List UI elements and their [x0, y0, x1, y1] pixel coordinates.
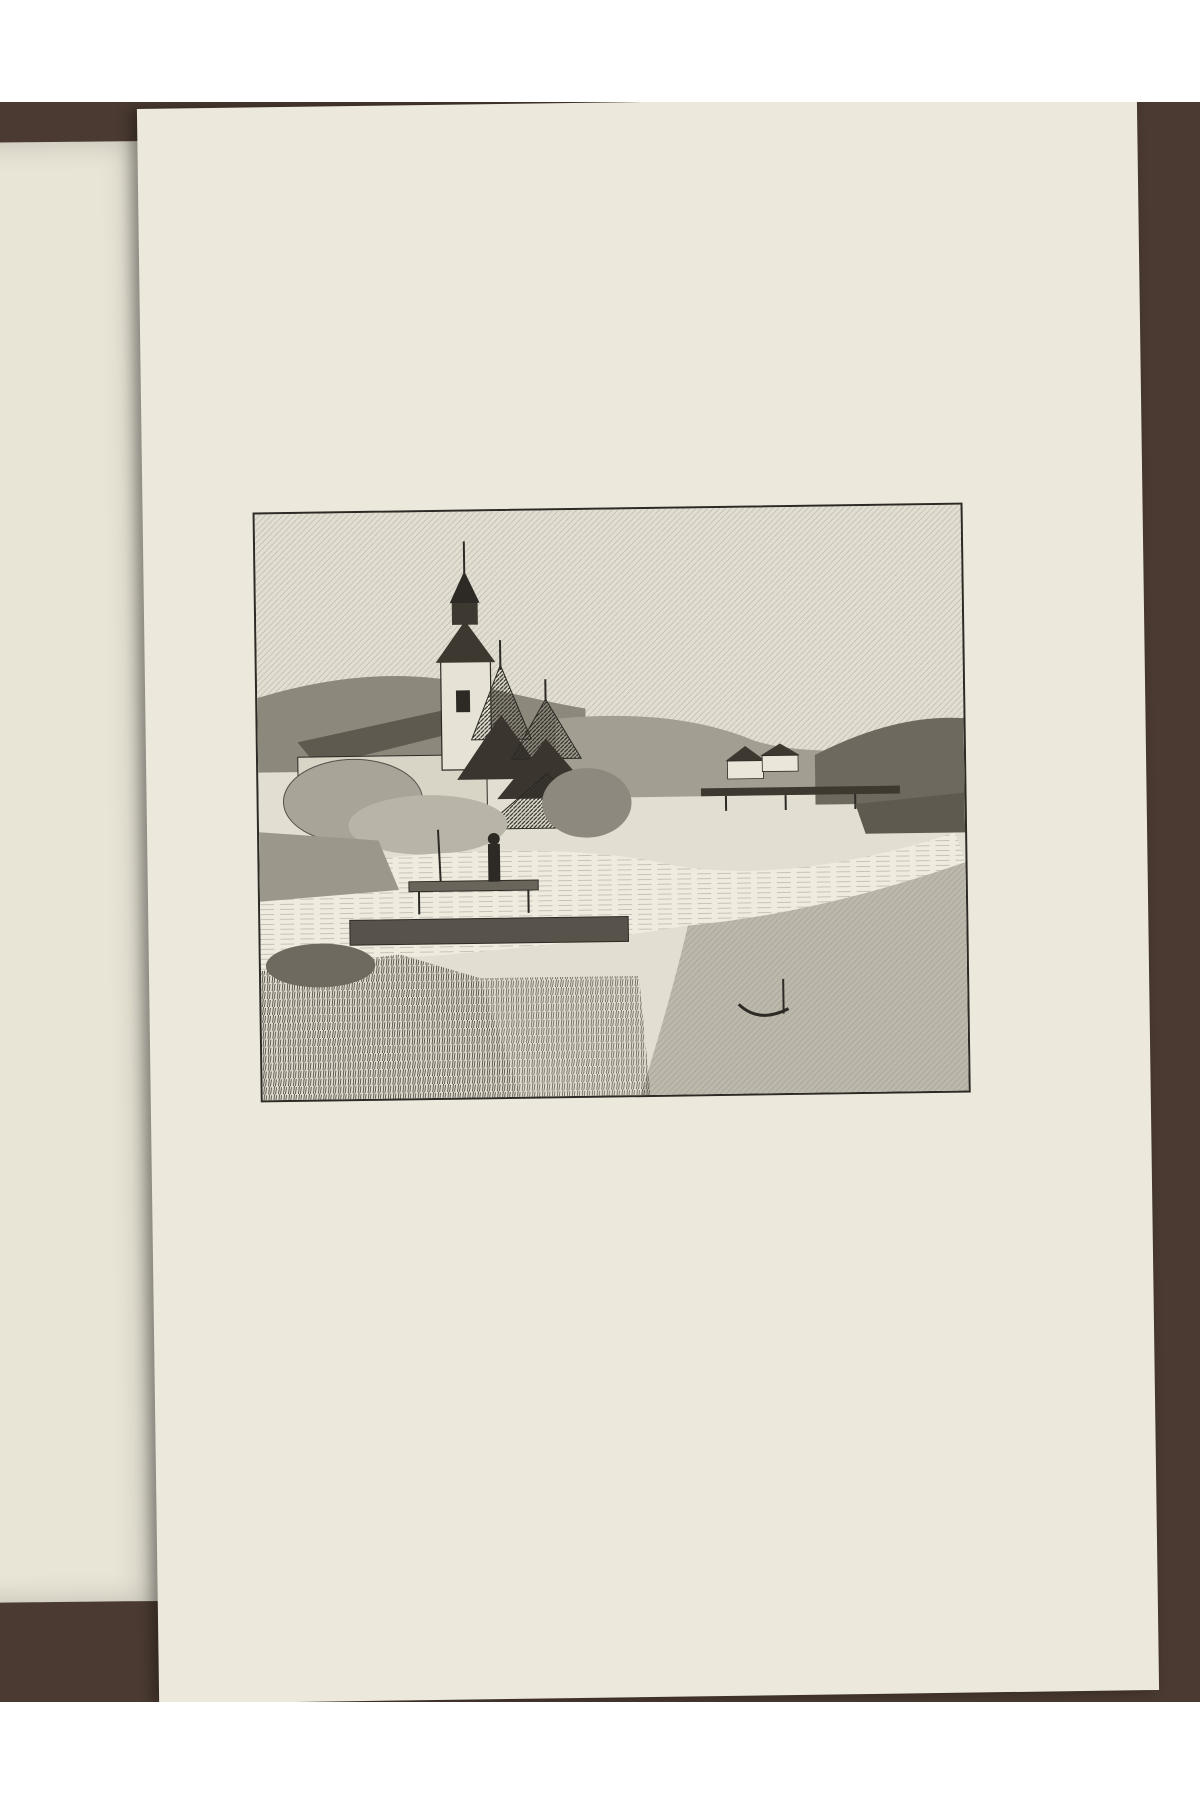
page-number	[139, 230, 1139, 244]
bottom-paragraph	[222, 1179, 982, 1226]
top-paragraphs	[209, 277, 969, 288]
caption-line-1	[221, 1109, 1011, 1120]
right-page	[137, 102, 1159, 1702]
illustration-caption	[221, 1109, 1011, 1120]
caption-line-2	[221, 1109, 1011, 1120]
left-page-text-fragments	[79, 306, 139, 307]
church-illustration	[253, 503, 971, 1103]
book-photo	[0, 102, 1200, 1702]
church-engraving-image	[255, 505, 969, 1101]
left-page	[0, 141, 163, 1603]
bottom-line-first	[222, 1179, 982, 1226]
